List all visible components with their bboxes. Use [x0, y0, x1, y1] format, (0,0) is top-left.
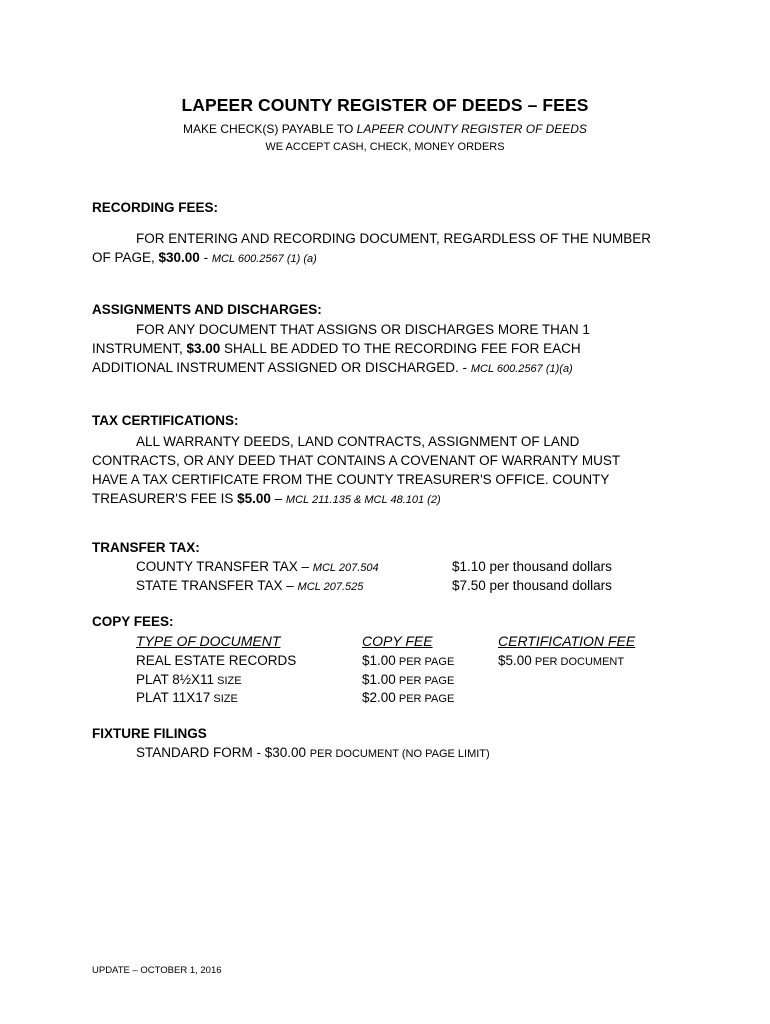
- tax-cert-heading: TAX CERTIFICATIONS:: [92, 413, 239, 428]
- copy-row-cert-amount: $5.00: [498, 653, 532, 668]
- assignments-line-3-text: ADDITIONAL INSTRUMENT ASSIGNED OR DISCHARGED. -: [92, 360, 471, 375]
- recording-mcl: MCL 600.2567 (1) (a): [211, 253, 317, 265]
- tax-cert-dash: –: [270, 491, 286, 506]
- county-transfer-mcl: MCL 207.504: [312, 562, 379, 574]
- state-transfer-mcl: MCL 207.525: [297, 581, 364, 593]
- tax-cert-line-2: CONTRACTS, OR ANY DEED THAT CONTAINS A COVENANT OF WARRANTY MUST: [92, 453, 621, 468]
- recording-line-2-prefix: OF PAGE,: [92, 250, 159, 265]
- copy-row-fee: [362, 672, 454, 687]
- assignments-text: [92, 320, 672, 379]
- copy-row-type: [136, 653, 296, 668]
- tax-cert-text: [92, 432, 672, 510]
- copy-row-type-text: PLAT 8½X11: [136, 672, 215, 687]
- fixture-heading: FIXTURE FILINGS: [92, 726, 207, 741]
- col-header-copy-fee: COPY FEE: [362, 633, 433, 649]
- copy-row-cert-unit: PER DOCUMENT: [531, 656, 625, 668]
- update-date: UPDATE – OCTOBER 1, 2016: [92, 965, 222, 976]
- copy-row-fee-amount: $1.00: [362, 672, 396, 687]
- copy-row-fee: [362, 653, 454, 668]
- recording-heading: RECORDING FEES:: [92, 200, 219, 215]
- accepted-payments: WE ACCEPT CASH, CHECK, MONEY ORDERS: [265, 141, 505, 153]
- copy-row-type-size: SIZE: [214, 675, 242, 687]
- tax-cert-line-3: HAVE A TAX CERTIFICATE FROM THE COUNTY TREASURER'S OFFICE. COUNTY: [92, 472, 610, 487]
- fixture-line-prefix: STANDARD FORM - $30.00: [136, 745, 310, 760]
- recording-line-2: [92, 248, 672, 269]
- copy-row-type-text: PLAT 11X17: [136, 690, 211, 705]
- county-transfer-text: COUNTY TRANSFER TAX –: [136, 559, 313, 574]
- state-transfer-text: STATE TRANSFER TAX –: [136, 578, 298, 593]
- col-header-type: TYPE OF DOCUMENT: [136, 633, 281, 649]
- assignments-fee: $3.00: [186, 341, 221, 356]
- page-title: LAPEER COUNTY REGISTER OF DEEDS – FEES: [181, 95, 589, 115]
- assignments-line-2: [92, 339, 672, 358]
- assignments-line-2-suffix: SHALL BE ADDED TO THE RECORDING FEE FOR EACH: [220, 341, 581, 356]
- tax-cert-line-4-prefix: TREASURER'S FEE IS: [92, 491, 238, 506]
- assignments-line-2-prefix: INSTRUMENT,: [92, 341, 187, 356]
- assignments-heading: ASSIGNMENTS AND DISCHARGES:: [92, 302, 322, 317]
- tax-cert-line-4: [92, 489, 672, 510]
- col-header-cert-fee: CERTIFICATION FEE: [498, 633, 636, 649]
- copy-row-fee-amount: $2.00: [362, 690, 396, 705]
- copy-row-fee: [362, 690, 454, 705]
- payable-line: [0, 122, 770, 136]
- recording-line-1: FOR ENTERING AND RECORDING DOCUMENT, REGARDLESS OF THE NUMBER: [136, 231, 652, 246]
- copy-fees-heading: COPY FEES:: [92, 614, 174, 629]
- recording-text: [92, 229, 672, 269]
- copy-row-cert: [498, 653, 624, 668]
- recording-fee: $30.00: [158, 250, 200, 265]
- payable-prefix: MAKE CHECK(S) PAYABLE TO: [183, 122, 357, 136]
- assignments-mcl: MCL 600.2567 (1)(a): [470, 363, 573, 375]
- copy-row-fee-unit: PER PAGE: [395, 693, 455, 705]
- copy-row-fee-unit: PER PAGE: [395, 656, 455, 668]
- assignments-line-3: [92, 358, 672, 379]
- state-transfer-rate: $7.50 per thousand dollars: [452, 578, 612, 593]
- assignments-line-1: FOR ANY DOCUMENT THAT ASSIGNS OR DISCHARGES MORE THAN 1: [136, 322, 590, 337]
- recording-dash: -: [199, 250, 212, 265]
- fixture-line: [136, 745, 490, 760]
- copy-row-type: [136, 690, 238, 705]
- copy-row-fee-unit: PER PAGE: [395, 675, 455, 687]
- copy-row-type-text: REAL ESTATE RECORDS: [136, 653, 297, 668]
- copy-row-type-size: SIZE: [210, 693, 238, 705]
- copy-row-fee-amount: $1.00: [362, 653, 396, 668]
- county-transfer-rate: $1.10 per thousand dollars: [452, 559, 612, 574]
- tax-cert-mcl: MCL 211.135 & MCL 48.101 (2): [285, 494, 441, 506]
- fixture-line-suffix: PER DOCUMENT (NO PAGE LIMIT): [309, 748, 490, 760]
- copy-row-type: [136, 672, 242, 687]
- payable-name: LAPEER COUNTY REGISTER OF DEEDS: [356, 122, 587, 136]
- transfer-heading: TRANSFER TAX:: [92, 540, 200, 555]
- tax-cert-fee: $5.00: [237, 491, 271, 506]
- state-transfer-label: [136, 578, 363, 593]
- tax-cert-line-1: ALL WARRANTY DEEDS, LAND CONTRACTS, ASSIGNMENT OF LAND: [136, 434, 580, 449]
- county-transfer-label: [136, 559, 379, 574]
